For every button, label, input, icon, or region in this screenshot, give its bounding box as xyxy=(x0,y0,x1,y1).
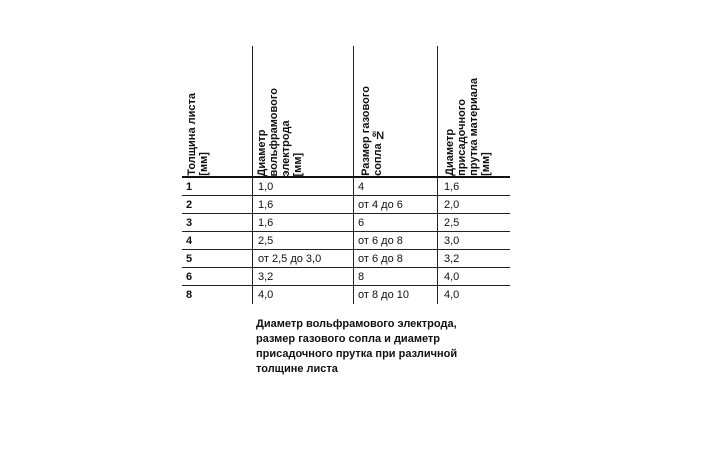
header-line: Толщина листа xyxy=(186,93,198,176)
table-row xyxy=(182,232,510,250)
cell-thickness: 3 xyxy=(186,217,193,229)
cell-electrode: 3,2 xyxy=(258,271,274,283)
header-line: Диаметр xyxy=(256,129,268,176)
cell-electrode: от 2,5 до 3,0 xyxy=(258,253,322,265)
caption-line: присадочного прутка при различной xyxy=(256,348,458,360)
header-line: [мм] xyxy=(480,152,492,176)
header-line: Размер газового xyxy=(360,86,372,176)
caption-line: толщине листа xyxy=(256,363,338,375)
cell-filler: 1,6 xyxy=(444,181,460,193)
cell-filler: 2,5 xyxy=(444,217,460,229)
cell-filler: 3,2 xyxy=(444,253,460,265)
cell-electrode: 4,0 xyxy=(258,289,274,301)
table-row xyxy=(182,268,510,286)
cell-nozzle: от 8 до 10 xyxy=(358,289,409,301)
cell-filler: 2,0 xyxy=(444,199,460,211)
cell-thickness: 4 xyxy=(186,235,193,247)
header-sheet-thickness xyxy=(186,46,250,176)
cell-thickness: 2 xyxy=(186,199,193,211)
table-row xyxy=(182,178,510,196)
table-row xyxy=(182,286,510,304)
table-row xyxy=(182,250,510,268)
table-row xyxy=(182,196,510,214)
cell-electrode: 2,5 xyxy=(258,235,274,247)
caption-line: размер газового сопла и диаметр xyxy=(256,333,441,345)
header-line: [мм] xyxy=(198,152,210,176)
cell-nozzle: от 4 до 6 xyxy=(358,199,403,211)
cell-thickness: 1 xyxy=(186,181,193,193)
cell-thickness: 6 xyxy=(186,271,193,283)
cell-electrode: 1,6 xyxy=(258,217,274,229)
header-nozzle-size xyxy=(360,46,436,176)
header-electrode-diameter xyxy=(256,46,352,176)
cell-nozzle: 6 xyxy=(358,217,365,229)
header-line: Диаметр xyxy=(444,129,456,176)
cell-filler: 4,0 xyxy=(444,271,460,283)
cell-nozzle: от 6 до 8 xyxy=(358,235,403,247)
header-line: прутка материала xyxy=(468,78,480,176)
table-row xyxy=(182,214,510,232)
cell-thickness: 8 xyxy=(186,289,193,301)
header-line: присадочного xyxy=(456,99,468,176)
cell-electrode: 1,6 xyxy=(258,199,274,211)
table-caption xyxy=(256,317,496,377)
header-line: электрода xyxy=(280,119,292,176)
cell-filler: 3,0 xyxy=(444,235,460,247)
cell-filler: 4,0 xyxy=(444,289,460,301)
header-line: вольфрамового xyxy=(268,87,280,176)
header-line: сопла № xyxy=(372,128,384,176)
caption-line: Диаметр вольфрамового электрода, xyxy=(256,318,457,330)
cell-thickness: 5 xyxy=(186,253,193,265)
cell-nozzle: 4 xyxy=(358,181,365,193)
header-line: [мм] xyxy=(292,152,304,176)
cell-nozzle: 8 xyxy=(358,271,365,283)
header-filler-rod-diameter xyxy=(444,46,510,176)
cell-nozzle: от 6 до 8 xyxy=(358,253,403,265)
cell-electrode: 1,0 xyxy=(258,181,274,193)
